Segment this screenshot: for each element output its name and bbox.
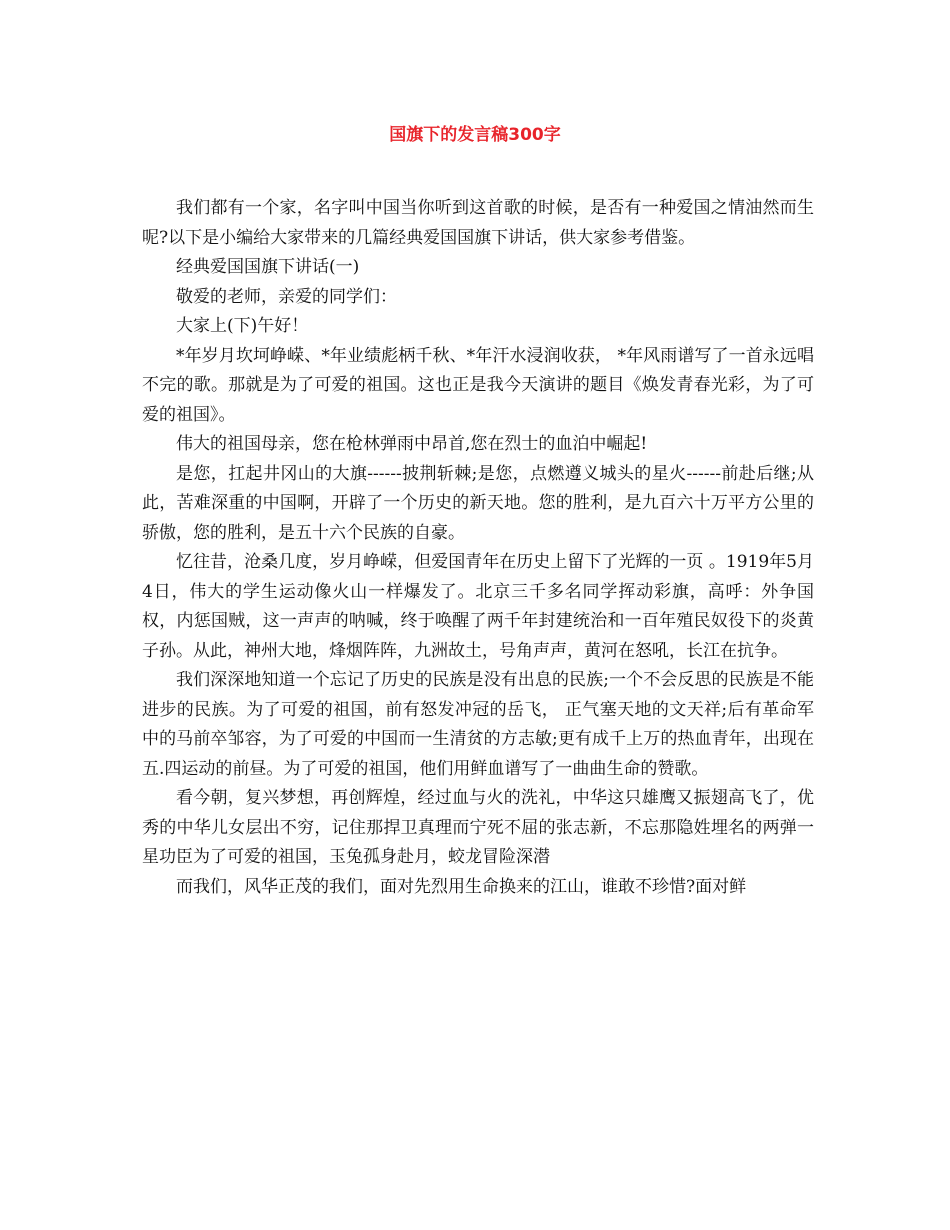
paragraph-history: 我们深深地知道一个忘记了历史的民族是没有出息的民族;一个不会反思的民族是不能进步的民族。为了可爱的祖国，前有怒发冲冠的岳飞， 正气塞天地的文天祥;后有革命军中的马前卒邹容，为了可爱的中国而一生清贫的方志敏;更有成千上万的热血青年，出现在五.四运动的前昼。为了可爱的祖国，他们用鲜血谱写了一曲曲生命的赞歌。 [142,670,814,779]
paragraph-today: 看今朝，复兴梦想，再创辉煌，经过血与火的洗礼，中华这只雄鹰又振翅高飞了，优秀的中华儿女层出不穷，记住那捍卫真理而宁死不屈的张志新，不忘那隐姓埋名的两弹一星功臣为了可爱的祖国，玉兔孤身赴月，蛟龙冒险深潜 [142,788,814,867]
paragraph-may-fourth: 忆往昔，沧桑几度，岁月峥嵘，但爱国青年在历史上留下了光辉的一页 。1919年5月4日，伟大的学生运动像火山一样爆发了。北京三千多名同学挥动彩旗，高呼：外争国权，内惩国贼，这一声声的呐喊，终于唤醒了两千年封建统治和一百年殖民奴役下的炎黄子孙。从此，神州大地，烽烟阵阵，九洲故土，号角声声，黄河在怒吼，长江在抗争。 [142,552,814,661]
document-title: 国旗下的发言稿300字 [389,125,561,145]
document-body [142,194,814,902]
paragraph-years: *年岁月坎坷峥嵘、*年业绩彪柄千秋、*年汗水浸润收获， *年风雨谱写了一首永远唱不完的歌。那就是为了可爱的祖国。这也正是我今天演讲的题目《焕发青春光彩，为了可爱的祖国》。 [142,345,814,425]
paragraph-we: 而我们，风华正茂的我们，面对先烈用生命换来的江山，谁敢不珍惜?面对鲜 [176,876,747,897]
paragraph-subheading: 经典爱国国旗下讲话(一) [176,257,360,277]
paragraph-intro: 我们都有一个家，名字叫中国当你听到这首歌的时候，是否有一种爱国之情油然而生呢?以下是小编给大家带来的几篇经典爱国国旗下讲话，供大家参考借鉴。 [142,198,814,248]
paragraph-salutation: 敬爱的老师，亲爱的同学们： [176,286,397,307]
paragraph-greeting: 大家上(下)午好！ [176,316,309,336]
paragraph-jinggangshan: 是您，扛起井冈山的大旗------披荆斩棘;是您，点燃遵义城头的星火------前赴后继;从此，苦难深重的中国啊，开辟了一个历史的新天地。您的胜利，是九百六十万平方公里的骄傲，您的胜利，是五十六个民族的自豪。 [142,463,814,543]
paragraph-motherland: 伟大的祖国母亲，您在枪林弹雨中昂首,您在烈士的血泊中崛起! [176,434,648,454]
